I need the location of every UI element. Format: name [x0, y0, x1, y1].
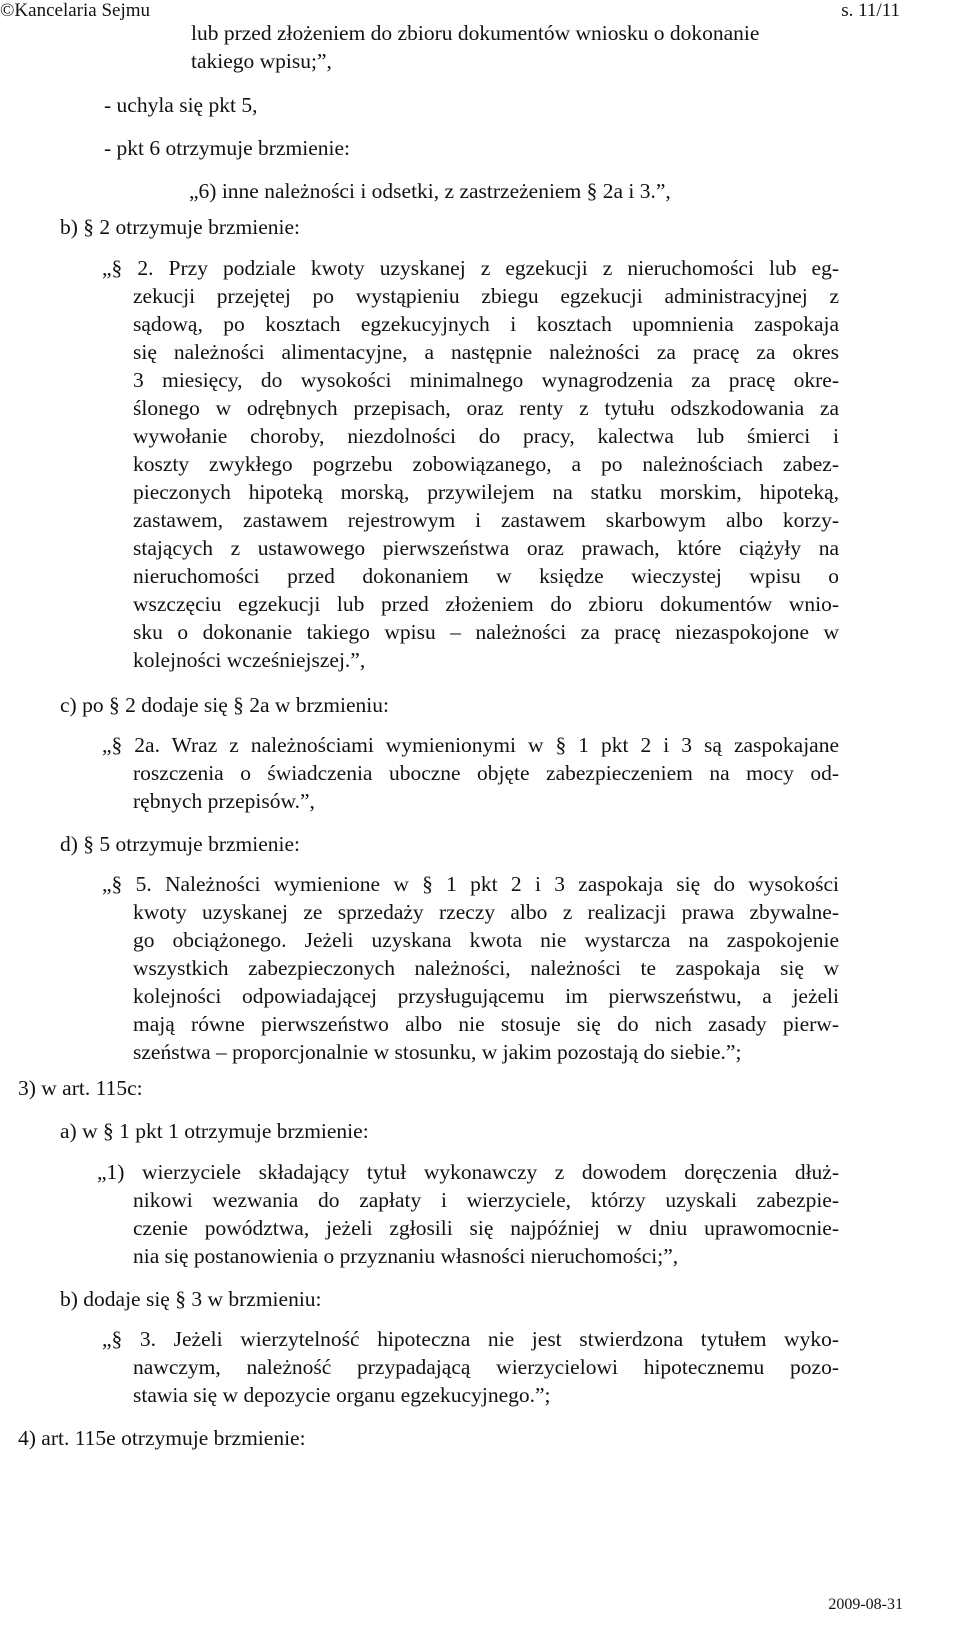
text-line: ślonego w odrębnych przepisach, oraz renty z tytułu odszkodowania za	[133, 396, 839, 420]
text-line: kolejności odpowiadającej przysługującemu im pierwszeństwu, a jeżeli	[133, 984, 839, 1008]
text-line: roszczenia o świadczenia uboczne objęte zabezpieczeniem na mocy od-	[133, 761, 839, 785]
text-line: nia się postanowienia o przyznaniu własności nieruchomości;”,	[133, 1244, 679, 1268]
text-line: - uchyla się pkt 5,	[104, 93, 258, 117]
text-line: szeństwa – proporcjonalnie w stosunku, w jakim pozostają do siebie.”;	[133, 1040, 742, 1064]
text-line: „§ 2. Przy podziale kwoty uzyskanej z egzekucji z nieruchomości lub eg-	[102, 256, 839, 280]
text-line: takiego wpisu;”,	[191, 49, 332, 73]
text-line: wywołanie choroby, niezdolności do pracy, kalectwa lub śmierci i	[133, 424, 839, 448]
section-label: 3) w art. 115c:	[18, 1076, 143, 1100]
list-item-label: b) § 2 otrzymuje brzmienie:	[60, 215, 301, 239]
text-line: nikowi wezwania do zapłaty i wierzyciele, którzy uzyskali zabezpie-	[133, 1188, 839, 1212]
text-line: „§ 2a. Wraz z należnościami wymienionymi w § 1 pkt 2 i 3 są zaspokajane	[102, 733, 839, 757]
list-item-label: c) po § 2 dodaje się § 2a w brzmieniu:	[60, 693, 389, 717]
footer-date: 2009-08-31	[828, 1596, 903, 1613]
text-line: - pkt 6 otrzymuje brzmienie:	[104, 136, 350, 160]
text-line: nawczym, należność przypadającą wierzycielowi hipotecznemu pozo-	[133, 1355, 839, 1379]
text-line: 3 miesięcy, do wysokości minimalnego wynagrodzenia za pracę okre-	[133, 368, 839, 392]
text-line: „§ 3. Jeżeli wierzytelność hipoteczna nie jest stwierdzona tytułem wyko-	[102, 1327, 839, 1351]
list-item-label: a) w § 1 pkt 1 otrzymuje brzmienie:	[60, 1119, 369, 1143]
text-line: kolejności wcześniejszej.”,	[133, 648, 366, 672]
text-line: nieruchomości przed dokonaniem w księdze wieczystej wpisu o	[133, 564, 839, 588]
header-page-number: s. 11/11	[841, 0, 900, 21]
text-line: zekucji przejętej po wystąpieniu zbiegu egzekucji administracyjnej z	[133, 284, 839, 308]
text-line: go obciążonego. Jeżeli uzyskana kwota nie wystarcza na zaspokojenie	[133, 928, 839, 952]
text-line: się należności alimentacyjne, a następnie należności za pracę za okres	[133, 340, 839, 364]
text-line: „§ 5. Należności wymienione w § 1 pkt 2 i 3 zaspokaja się do wysokości	[102, 872, 839, 896]
text-line: zastawem, zastawem rejestrowym i zastawem skarbowym albo korzy-	[133, 508, 839, 532]
text-line: kwoty uzyskanej ze sprzedaży rzeczy albo z realizacji prawa zbywalne-	[133, 900, 839, 924]
text-line: rębnych przepisów.”,	[133, 789, 315, 813]
text-line: stawia się w depozycie organu egzekucyjnego.”;	[133, 1383, 551, 1407]
text-line: stających z ustawowego pierwszeństwa oraz prawach, które ciążyły na	[133, 536, 839, 560]
text-line: sku o dokonanie takiego wpisu – należności za pracę niezaspokojone w	[133, 620, 839, 644]
section-label: 4) art. 115e otrzymuje brzmienie:	[18, 1426, 306, 1450]
text-line: „1) wierzyciele składający tytuł wykonawczy z dowodem doręczenia dłuż-	[97, 1160, 839, 1184]
text-line: wszczęciu egzekucji lub przed złożeniem do zbioru dokumentów wnio-	[133, 592, 839, 616]
text-line: mają równe pierwszeństwo albo nie stosuje się do nich zasady pierw-	[133, 1012, 839, 1036]
list-item-label: b) dodaje się § 3 w brzmieniu:	[60, 1287, 322, 1311]
text-line: sądową, po kosztach egzekucyjnych i kosztach upomnienia zaspokaja	[133, 312, 839, 336]
text-line: koszty zwykłego pogrzebu zobowiązanego, a po należnościach zabez-	[133, 452, 839, 476]
text-line: wszystkich zabezpieczonych należności, należności te zaspokaja się w	[133, 956, 839, 980]
text-line: „6) inne należności i odsetki, z zastrzeżeniem § 2a i 3.”,	[189, 179, 671, 203]
list-item-label: d) § 5 otrzymuje brzmienie:	[60, 832, 301, 856]
text-line: lub przed złożeniem do zbioru dokumentów wniosku o dokonanie	[191, 21, 760, 45]
text-line: czenie powództwa, jeżeli zgłosili się najpóźniej w dniu uprawomocnie-	[133, 1216, 839, 1240]
header-source: ©Kancelaria Sejmu	[0, 0, 151, 21]
text-line: pieczonych hipoteką morską, przywilejem na statku morskim, hipoteką,	[133, 480, 839, 504]
